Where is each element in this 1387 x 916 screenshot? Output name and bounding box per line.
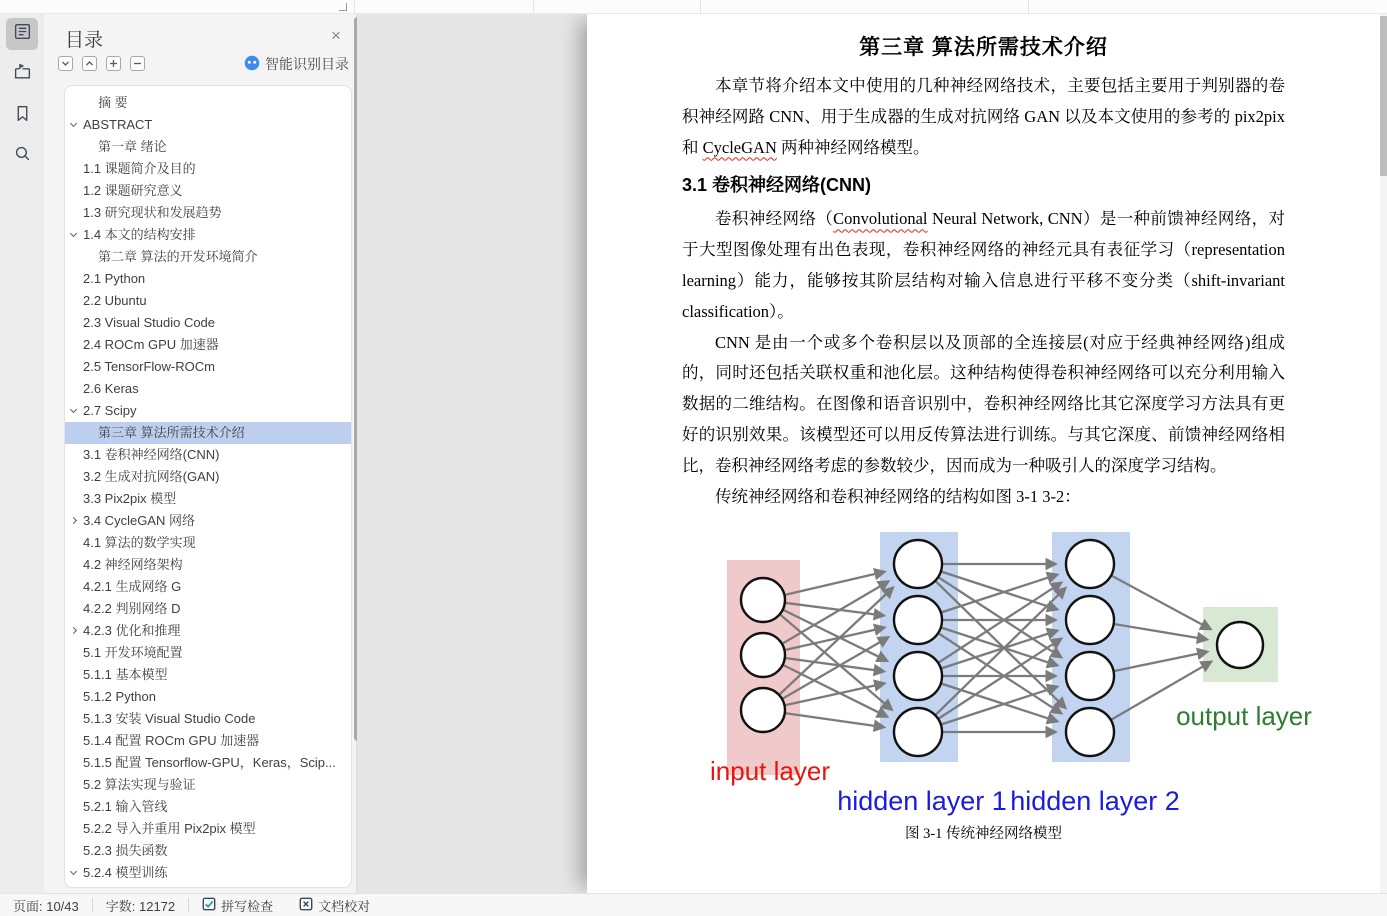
toolbar-divider [1028, 0, 1029, 13]
smart-recognize-toc-label: 智能识别目录 [265, 56, 349, 72]
toc-item[interactable] [65, 268, 351, 290]
toc-item[interactable] [65, 642, 351, 664]
toc-item[interactable] [65, 796, 351, 818]
bookmark-button[interactable] [6, 100, 38, 132]
toc-item[interactable] [65, 708, 351, 730]
chapter-navigation-icon [13, 62, 32, 86]
toc-list [64, 85, 352, 888]
toc-item-label: 2.5 TensorFlow-ROCm [83, 359, 215, 374]
toc-item-label: 1.2 课题研究意义 [83, 183, 183, 198]
doc-h2: 3.1 卷积神经网络(CNN) [682, 175, 872, 196]
figure-layer-label: hidden layer 1 [837, 786, 1007, 817]
doc-text: 卷积神经网络（ [715, 209, 834, 229]
vertical-scrollbar[interactable] [1380, 14, 1387, 893]
toc-item-label: 2.4 ROCm GPU 加速器 [83, 337, 219, 352]
toc-item[interactable] [65, 686, 351, 708]
toc-item[interactable] [65, 862, 351, 884]
toc-item[interactable] [65, 598, 351, 620]
misspelled-word: Convolutional [833, 209, 928, 229]
proofread-icon [299, 897, 313, 914]
toc-item[interactable] [65, 202, 351, 224]
spellcheck-toggle[interactable] [189, 894, 286, 916]
vertical-scrollbar-thumb[interactable] [1380, 16, 1387, 176]
toc-item[interactable] [65, 422, 351, 444]
chevron-down-icon[interactable] [70, 406, 77, 413]
toc-item-label: 4.2.2 判别网络 D [83, 601, 181, 616]
toc-item-label: 第二章 算法的开发环境简介 [98, 249, 258, 264]
zoom-out-levels-button[interactable] [130, 56, 145, 71]
toc-item-label: 5.1.5 配置 Tensorflow-GPU，Keras，Scip... [83, 755, 336, 770]
doc-p [682, 204, 1285, 327]
toc-item-label: 2.7 Scipy [83, 403, 137, 418]
toolbar-corner-mark [339, 3, 347, 11]
toc-item[interactable] [65, 312, 351, 334]
toc-item[interactable] [65, 532, 351, 554]
toc-item-label: 2.6 Keras [83, 381, 139, 396]
doc-text: 本章节将介绍本文中使用的几种神经网络技术，主要包括主要用于判别器的卷积神经网路 CNN、用于生成器的生成对抗网络 GAN 以及本文使用的参考的 pix2pix 和 [682, 76, 1285, 157]
doc-text: CNN 是由一个或多个卷积层以及顶部的全连接层(对应于经典神经网络)组成的，同时还包括关联权重和池化层。这种结构使得卷积神经网络可以充分利用输入数据的二维结构。在图像和语音识别中，卷积神经网络比其它深度学习方法具有更好的识别效果。该模型还可以用反传算法进行训练。与其它深度、前馈神经网络相比，卷积神经网络考虑的参数较少，因而成为一种吸引人的深度学习结构。 [682, 332, 1285, 475]
expand-all-button[interactable] [82, 56, 97, 71]
smart-assistant-icon [244, 55, 260, 74]
toc-item[interactable] [65, 180, 351, 202]
toc-item-label: 5.2.1 输入管线 [83, 799, 168, 814]
toc-item-label: ABSTRACT [83, 117, 153, 132]
toc-item-label: 3.1 卷积神经网络(CNN) [83, 447, 220, 462]
toc-item[interactable] [65, 444, 351, 466]
word-count-label: 字数: 12172 [105, 898, 176, 914]
toc-item[interactable] [65, 510, 351, 532]
toc-item-label: 第一章 绪论 [98, 139, 167, 154]
toc-outline-icon [13, 22, 32, 46]
toc-item-label: 5.2.3 损失函数 [83, 843, 168, 858]
sidebar-icon-rail [0, 14, 44, 893]
toc-item[interactable] [65, 114, 351, 136]
toc-toolbar [58, 56, 145, 71]
toc-item[interactable] [65, 224, 351, 246]
toc-item-label: 4.2.3 优化和推理 [83, 623, 181, 638]
search-icon [13, 144, 32, 168]
figure-layer-label: output layer [1176, 701, 1312, 732]
toc-item-label: 5.1 开发环境配置 [83, 645, 183, 660]
toc-item-label: 5.1.4 配置 ROCm GPU 加速器 [83, 733, 260, 748]
document-page[interactable] [587, 14, 1383, 893]
toc-item[interactable] [65, 400, 351, 422]
chevron-down-icon[interactable] [70, 120, 77, 127]
toc-panel [44, 14, 357, 893]
toc-item-label: 4.1 算法的数学实现 [83, 535, 196, 550]
spellcheck-icon [202, 897, 216, 914]
toc-item-label: 第三章 算法所需技术介绍 [98, 425, 245, 440]
document-canvas [357, 14, 1387, 893]
zoom-in-levels-button[interactable] [106, 56, 121, 71]
toc-item-label: 5.1.3 安装 Visual Studio Code [83, 711, 256, 726]
toc-panel-title: 目录 [65, 30, 104, 51]
chapter-navigation-button[interactable] [6, 58, 38, 90]
toc-item-label: 5.2 算法实现与验证 [83, 777, 196, 792]
figure-caption: 图 3-1 传统神经网络模型 [904, 826, 1063, 843]
doc-p [682, 71, 1285, 163]
toc-item-label: 5.2.2 导入并重用 Pix2pix 模型 [83, 821, 256, 836]
doc-p [682, 328, 1285, 482]
toc-item[interactable] [65, 488, 351, 510]
toc-item-label: 2.2 Ubuntu [83, 293, 147, 308]
toc-item[interactable] [65, 840, 351, 862]
toc-item-label: 5.1.1 基本模型 [83, 667, 168, 682]
doc-p [682, 482, 1285, 513]
chevron-down-box-icon [61, 55, 70, 73]
doc-text: Neural Network, CNN）是一种前馈神经网络，对于大型图像处理有出色表现，卷积神经网络的神经元具有表征学习（representation learning）能力，能够按其阶层结构对输入信息进行平移不变分类（shift-invariant classification）。 [682, 209, 1286, 321]
toc-item[interactable] [65, 554, 351, 576]
toc-item-label: 4.2.1 生成网络 G [83, 579, 182, 594]
main-area [0, 14, 1387, 893]
word-count[interactable] [93, 894, 188, 916]
toc-item-label: 4.2 神经网络架构 [83, 557, 183, 572]
minus-box-icon [133, 55, 142, 73]
chevron-up-box-icon [85, 55, 94, 73]
toc-item[interactable] [65, 752, 351, 774]
toc-item-label: 5.1.2 Python [83, 689, 156, 704]
toolbar-strip [0, 0, 1387, 14]
page-indicator[interactable] [0, 894, 92, 916]
toolbar-divider [354, 0, 355, 13]
toc-item[interactable] [65, 136, 351, 158]
toc-item[interactable] [65, 92, 351, 114]
chevron-right-icon[interactable] [70, 517, 77, 524]
toc-item[interactable] [65, 576, 351, 598]
search-button[interactable] [6, 140, 38, 172]
toc-item[interactable] [65, 818, 351, 840]
toc-item-label: 3.2 生成对抗网络(GAN) [83, 469, 220, 484]
doc-h1: 第三章 算法所需技术介绍 [859, 36, 1108, 59]
collapse-all-button[interactable] [58, 56, 73, 71]
document-content [682, 31, 1285, 512]
toc-item-label: 2.3 Visual Studio Code [83, 315, 216, 330]
doc-text: 传统神经网络和卷积神经网络的结构如图 3-1 3-2： [715, 486, 1081, 506]
chevron-down-icon[interactable] [70, 868, 77, 875]
toc-item[interactable] [65, 246, 351, 268]
toc-item-label: 5.2.4 模型训练 [83, 865, 168, 880]
toc-item[interactable] [65, 356, 351, 378]
toc-item[interactable] [65, 774, 351, 796]
misspelled-word: CycleGAN [702, 137, 777, 157]
toolbar-divider [533, 0, 534, 13]
neural-network-figure [710, 518, 1312, 820]
proofread-toggle[interactable] [286, 894, 383, 916]
toc-item-label: 2.1 Python [83, 271, 146, 286]
toc-item-label: 3.3 Pix2pix 模型 [83, 491, 177, 506]
toc-item[interactable] [65, 334, 351, 356]
toc-item[interactable] [65, 730, 351, 752]
smart-recognize-toc-button[interactable] [244, 54, 349, 74]
figure-layer-label: hidden layer 2 [1010, 786, 1180, 817]
status-bar [0, 893, 1387, 916]
toc-item-label: 1.3 研究现状和发展趋势 [83, 205, 222, 220]
bookmark-icon [13, 104, 32, 128]
toc-item[interactable] [65, 378, 351, 400]
chevron-right-icon[interactable] [70, 627, 77, 634]
toc-outline-button[interactable] [6, 18, 38, 50]
doc-text: 两种神经网络模型。 [776, 137, 930, 157]
toolbar-divider [700, 0, 701, 13]
toc-item[interactable] [65, 158, 351, 180]
toc-item-label: 3.4 CycleGAN 网络 [83, 513, 195, 528]
toc-item[interactable] [65, 466, 351, 488]
chevron-down-icon[interactable] [70, 230, 77, 237]
toc-item[interactable] [65, 620, 351, 642]
close-icon[interactable]: × [331, 26, 341, 45]
toc-item[interactable] [65, 664, 351, 686]
proofread-label: 文档校对 [318, 898, 371, 914]
toc-item-label: 摘 要 [98, 95, 128, 110]
figure-layer-label: input layer [710, 756, 830, 787]
page-indicator-label: 页面: 10/43 [13, 898, 79, 914]
toc-item-label: 1.1 课题简介及目的 [83, 161, 196, 176]
spellcheck-label: 拼写检查 [221, 898, 274, 914]
toc-item[interactable] [65, 290, 351, 312]
plus-box-icon [109, 55, 118, 73]
figure-svg [710, 518, 1312, 820]
toc-item-label: 1.4 本文的结构安排 [83, 227, 196, 242]
